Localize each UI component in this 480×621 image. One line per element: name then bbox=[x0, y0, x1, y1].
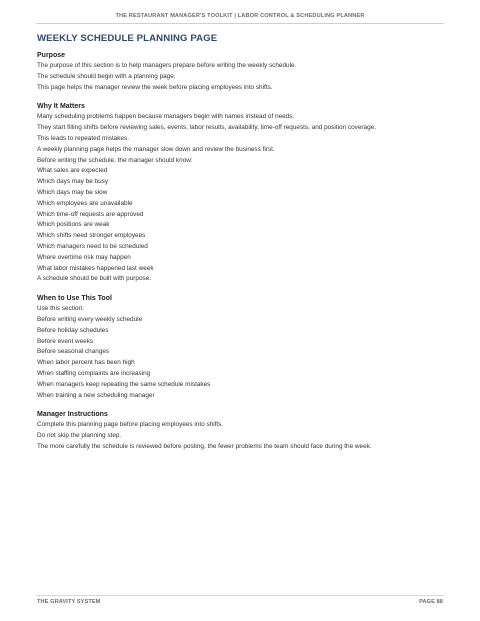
body-line: Many scheduling problems happen because managers begin with names instead of needs. bbox=[37, 113, 295, 121]
sections-container bbox=[37, 51, 443, 453]
body-line: Which time-off requests are approved bbox=[37, 210, 144, 218]
body-line: Before seasonal changes bbox=[37, 348, 110, 356]
body-line: Which days may be busy bbox=[37, 178, 109, 186]
page-title: WEEKLY SCHEDULE PLANNING PAGE bbox=[37, 33, 218, 44]
body-line: Do not skip the planning step. bbox=[37, 432, 122, 440]
page-body bbox=[37, 33, 443, 462]
body-line: The purpose of this section is to help managers prepare before writing the weekly schedule. bbox=[37, 62, 297, 69]
body-line: Which employees are unavailable bbox=[37, 199, 133, 207]
section-heading: Manager Instructions bbox=[37, 411, 108, 419]
body-line: Before writing the schedule, the manager should know: bbox=[37, 156, 193, 164]
body-line: Which positions are weak bbox=[37, 221, 110, 229]
body-line: A weekly planning page helps the manager slow down and review the business first. bbox=[37, 145, 275, 153]
section-heading: Why It Matters bbox=[37, 103, 85, 111]
body-line: Before event weeks bbox=[37, 337, 94, 345]
footer-brand: THE GRAVITY SYSTEM bbox=[37, 599, 101, 605]
body-line: This page helps the manager review the week before placing employees into shifts. bbox=[37, 83, 273, 91]
body-line: What labor mistakes happened last week bbox=[37, 264, 154, 272]
page-number: PAGE 88 bbox=[419, 599, 443, 605]
body-line: Which days may be slow bbox=[37, 188, 108, 196]
body-line: When managers keep repeating the same schedule mistakes bbox=[37, 380, 211, 388]
body-line: They start filling shifts before reviewing sales, events, labor results, availability, time-off requests, and position coverage. bbox=[37, 124, 376, 132]
section bbox=[37, 51, 443, 93]
body-line: Before writing every weekly schedule bbox=[37, 315, 143, 323]
body-line: The more carefully the schedule is reviewed before posting, the fewer problems the team should face during the week. bbox=[37, 442, 372, 450]
body-line: When staffing complaints are increasing bbox=[37, 369, 151, 377]
body-line: Before holiday schedules bbox=[37, 326, 109, 334]
body-line: When training a new scheduling manager bbox=[37, 391, 155, 399]
footer-divider bbox=[36, 595, 444, 596]
section bbox=[37, 102, 443, 285]
body-line: Use this section: bbox=[37, 305, 84, 313]
section-heading: When to Use This Tool bbox=[37, 295, 112, 303]
section bbox=[37, 410, 443, 452]
header-divider bbox=[36, 23, 444, 24]
body-line: A schedule should be built with purpose. bbox=[37, 275, 152, 283]
running-header: THE RESTAURANT MANAGER'S TOOLKIT | LABOR CONTROL & SCHEDULING PLANNER bbox=[115, 13, 365, 19]
body-line: Where overtime risk may happen bbox=[37, 253, 131, 261]
body-line: Which shifts need stronger employees bbox=[37, 232, 146, 240]
body-line: Which managers need to be scheduled bbox=[37, 242, 148, 250]
section bbox=[37, 294, 443, 401]
section-heading: Purpose bbox=[37, 52, 66, 59]
body-line: What sales are expected bbox=[37, 167, 108, 175]
body-line: Complete this planning page before placing employees into shifts. bbox=[37, 421, 224, 429]
body-line: When labor percent has been high bbox=[37, 359, 135, 367]
body-line: The schedule should begin with a planning page. bbox=[37, 72, 176, 80]
body-line: This leads to repeated mistakes. bbox=[37, 134, 129, 142]
